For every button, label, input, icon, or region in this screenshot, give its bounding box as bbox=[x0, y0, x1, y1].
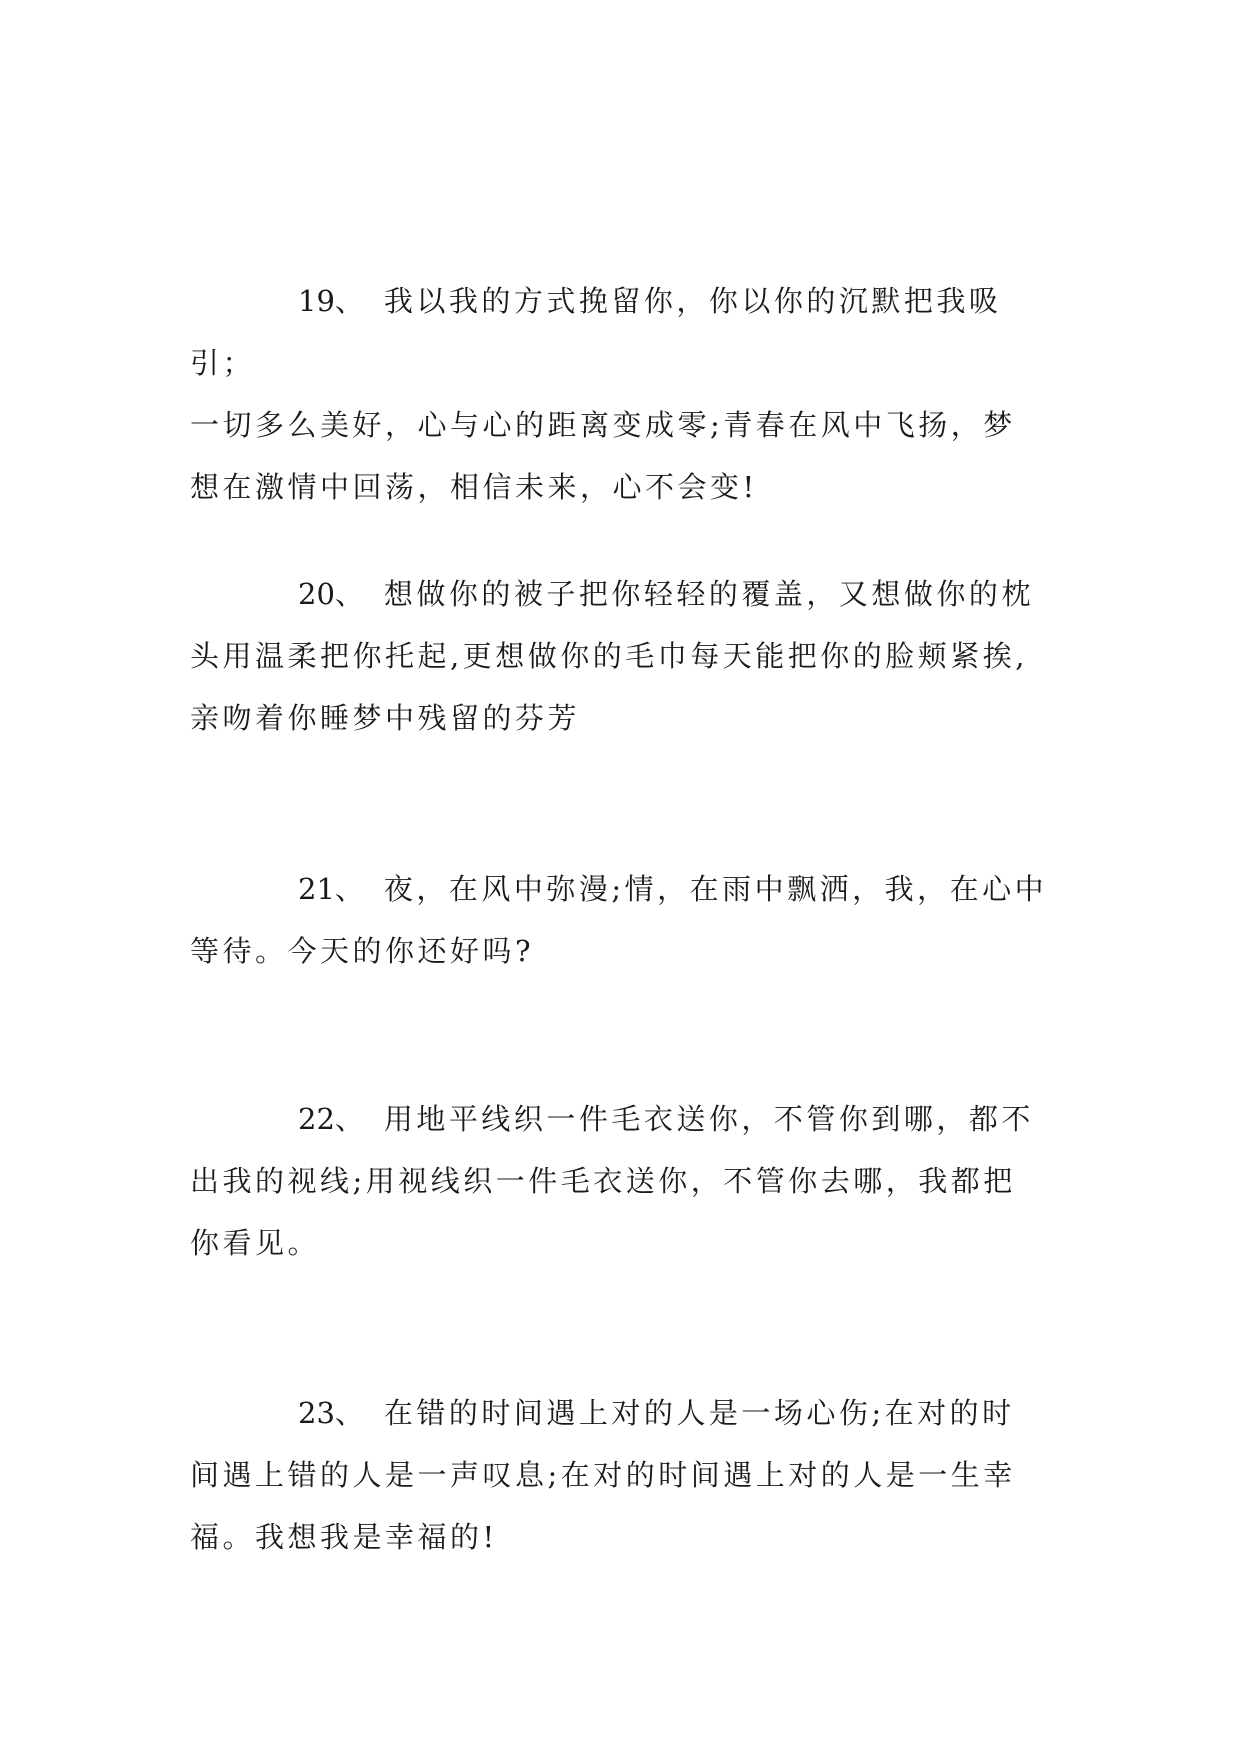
paragraph-line: 你看见。 bbox=[190, 1226, 321, 1260]
paragraph-23 bbox=[190, 1382, 1055, 1568]
item-number: 21、 bbox=[298, 872, 364, 906]
paragraph-line: 用地平线织一件毛衣送你，不管你到哪，都不 bbox=[383, 1102, 1034, 1136]
paragraph-line: 想做你的被子把你轻轻的覆盖，又想做你的枕 bbox=[383, 577, 1034, 611]
paragraph-line: 夜，在风中弥漫;情，在雨中飘洒，我，在心中 bbox=[383, 872, 1048, 906]
item-number: 19、 bbox=[298, 284, 364, 318]
paragraph-line: 等待。今天的你还好吗? bbox=[190, 934, 535, 968]
paragraph-line: 出我的视线;用视线织一件毛衣送你，不管你去哪，我都把 bbox=[190, 1164, 1016, 1198]
paragraph-line: 想在激情中回荡，相信未来，心不会变! bbox=[190, 470, 758, 504]
paragraph-line: 头用温柔把你托起,更想做你的毛巾每天能把你的脸颊紧挨, bbox=[190, 639, 1028, 673]
paragraph-line: 福。我想我是幸福的! bbox=[190, 1520, 498, 1554]
paragraph-line: 我以我的方式挽留你，你以你的沉默把我吸引； bbox=[190, 284, 1002, 380]
paragraph-21 bbox=[190, 858, 1055, 982]
paragraph-20 bbox=[190, 563, 1055, 749]
paragraph-19 bbox=[190, 270, 1055, 518]
item-number: 22、 bbox=[298, 1102, 364, 1136]
paragraph-22 bbox=[190, 1088, 1055, 1274]
item-number: 23、 bbox=[298, 1396, 364, 1430]
paragraph-line: 亲吻着你睡梦中残留的芬芳 bbox=[190, 701, 581, 735]
paragraph-line: 一切多么美好，心与心的距离变成零;青春在风中飞扬，梦 bbox=[190, 408, 1016, 442]
paragraph-line: 间遇上错的人是一声叹息;在对的时间遇上对的人是一生幸 bbox=[190, 1458, 1016, 1492]
paragraph-line: 在错的时间遇上对的人是一场心伤;在对的时 bbox=[383, 1396, 1015, 1430]
item-number: 20、 bbox=[298, 577, 364, 611]
